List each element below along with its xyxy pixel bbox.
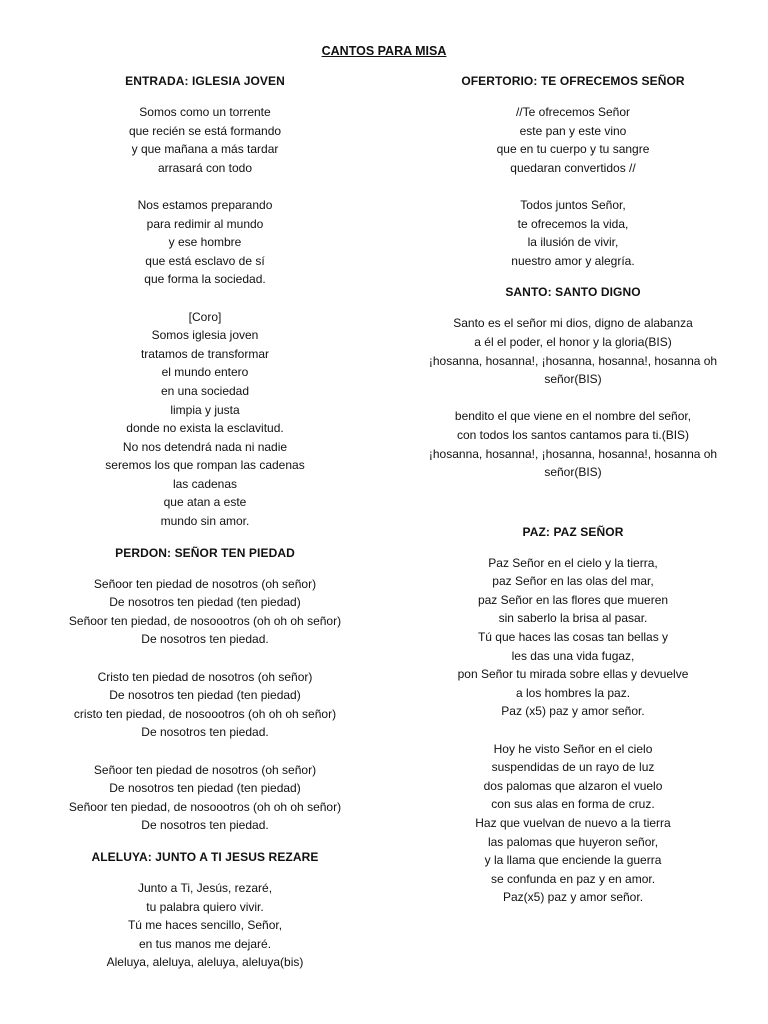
lyric-line: Santo es el señor mi dios, digno de alabanza [453, 316, 693, 331]
lyric-line: Hoy he visto Señor en el cielo [493, 741, 653, 756]
section-heading: ENTRADA: IGLESIA JOVEN [125, 74, 285, 88]
lyric-line: Señoor ten piedad de nosotros (oh señor) [93, 762, 317, 777]
lyric-line: Señoor ten piedad, de nosoootros (oh oh oh señor) [68, 799, 342, 814]
lyric-line: te ofrecemos la vida, [517, 216, 629, 231]
lyric-line: en una sociedad [160, 383, 250, 398]
section-heading: ALELUYA: JUNTO A TI JESUS REZARE [91, 849, 319, 864]
stanza [408, 196, 738, 270]
lyric-line: No nos detendrá nada ni nadie [122, 439, 288, 454]
lyric-line: a él el poder, el honor y la gloria(BIS) [474, 334, 672, 349]
lyric-line: De nosotros ten piedad (ten piedad) [109, 781, 301, 796]
lyric-line: que atan a este [163, 495, 247, 510]
stanza [408, 554, 738, 721]
lyric-line: Señoor ten piedad de nosotros (oh señor) [93, 576, 317, 591]
lyric-line: sin saberlo la brisa al pasar. [498, 611, 648, 626]
lyric-line: que forma la sociedad. [144, 272, 266, 287]
lyric-line: las cadenas [172, 476, 238, 491]
lyric-line: pon Señor tu mirada sobre ellas y devuelve [457, 667, 689, 682]
lyric-line: Paz (x5) paz y amor señor. [501, 704, 645, 719]
stanza [40, 761, 370, 835]
lyric-line: y ese hombre [168, 235, 242, 250]
lyric-line: tu palabra quiero vivir. [146, 899, 264, 914]
lyric-line: Señoor ten piedad, de nosoootros (oh oh oh señor) [68, 613, 342, 628]
lyric-line: De nosotros ten piedad (ten piedad) [109, 688, 301, 703]
stanza [40, 103, 370, 177]
lyric-line: Tú me haces sencillo, Señor, [127, 918, 283, 933]
lyric-line: paz Señor en las flores que mueren [477, 592, 669, 607]
lyric-line: Nos estamos preparando [137, 197, 273, 212]
section-heading: OFERTORIO: TE OFRECEMOS SEÑOR [461, 74, 685, 88]
lyric-line: Tú que haces las cosas tan bellas y [477, 630, 669, 645]
lyric-line: De nosotros ten piedad. [141, 725, 269, 740]
lyric-line: con sus alas en forma de cruz. [491, 797, 655, 812]
lyric-line: [Coro] [188, 309, 222, 324]
lyric-line: De nosotros ten piedad (ten piedad) [109, 595, 301, 610]
lyric-line: se confunda en paz y en amor. [490, 871, 656, 886]
lyric-line: ¡hosanna, hosanna!, ¡hosanna, hosanna!, hosanna oh [428, 446, 718, 461]
lyric-line: las palomas que huyeron señor, [487, 834, 659, 849]
lyric-line: Todos juntos Señor, [520, 197, 626, 212]
lyric-line: Aleluya, aleluya, aleluya, aleluya(bis) [106, 955, 304, 970]
stanza [408, 407, 738, 481]
section-heading: PAZ: PAZ SEÑOR [522, 524, 624, 539]
lyric-line: ¡hosanna, hosanna!, ¡hosanna, hosanna!, hosanna oh [428, 353, 718, 368]
lyric-line: y que mañana a más tardar [131, 142, 279, 157]
right-column [408, 74, 738, 907]
document-title: CANTOS PARA MISA [321, 44, 447, 58]
lyric-line: Somos iglesia joven [151, 328, 259, 343]
lyric-line: limpia y justa [170, 402, 240, 417]
stanza [408, 740, 738, 907]
lyric-line: este pan y este vino [519, 123, 627, 138]
lyric-line: les das una vida fugaz, [511, 648, 635, 663]
lyric-line: Cristo ten piedad de nosotros (oh señor) [97, 669, 313, 684]
lyric-line: Paz(x5) paz y amor señor. [502, 890, 644, 905]
lyric-line: para redimir al mundo [146, 216, 264, 231]
lyric-line: dos palomas que alzaron el vuelo [483, 778, 663, 793]
lyric-line: con todos los santos cantamos para ti.(BIS) [456, 427, 690, 442]
lyric-line: la ilusión de vivir, [527, 235, 619, 250]
lyric-line: señor(BIS) [544, 465, 602, 480]
lyric-line: tratamos de transformar [140, 346, 270, 361]
lyric-line: //Te ofrecemos Señor [515, 105, 631, 119]
lyric-line: quedaran convertidos // [510, 160, 636, 175]
lyric-line: en tus manos me dejaré. [138, 936, 272, 951]
lyric-line: donde no exista la esclavitud. [126, 421, 284, 436]
lyric-line: bendito el que viene en el nombre del señor, [454, 409, 692, 424]
stanza [40, 196, 370, 289]
stanza [40, 575, 370, 649]
section-heading: SANTO: SANTO DIGNO [505, 285, 641, 300]
lyric-line: paz Señor en las olas del mar, [492, 574, 654, 589]
lyric-line: suspendidas de un rayo de luz [491, 760, 655, 775]
lyric-line: y la llama que enciende la guerra [484, 853, 662, 868]
stanza [40, 668, 370, 742]
lyric-line: seremos los que rompan las cadenas [105, 458, 305, 473]
lyric-line: mundo sin amor. [160, 514, 250, 529]
lyric-line: que recién se está formando [128, 123, 282, 138]
lyric-line: De nosotros ten piedad. [141, 632, 269, 647]
lyric-line: De nosotros ten piedad. [141, 818, 269, 833]
lyric-line: Paz Señor en el cielo y la tierra, [488, 555, 658, 570]
lyric-line: cristo ten piedad, de nosoootros (oh oh oh señor) [73, 706, 337, 721]
lyric-line: nuestro amor y alegría. [511, 253, 635, 268]
stanza [40, 308, 370, 531]
stanza [40, 879, 370, 972]
stanza [408, 103, 738, 177]
lyric-line: señor(BIS) [544, 372, 602, 387]
lyric-line: Haz que vuelvan de nuevo a la tierra [475, 816, 671, 830]
lyric-line: que está esclavo de sí [145, 253, 265, 268]
lyric-line: Somos como un torrente [139, 105, 271, 119]
lyric-line: a los hombres la paz. [515, 685, 631, 700]
lyric-line: el mundo entero [161, 365, 249, 380]
left-column [40, 74, 370, 972]
lyric-line: Junto a Ti, Jesús, rezaré, [137, 880, 273, 895]
section-heading: PERDON: SEÑOR TEN PIEDAD [115, 545, 295, 560]
stanza [408, 314, 738, 388]
lyric-line: arrasará con todo [157, 160, 253, 175]
lyric-line: que en tu cuerpo y tu sangre [496, 142, 650, 157]
